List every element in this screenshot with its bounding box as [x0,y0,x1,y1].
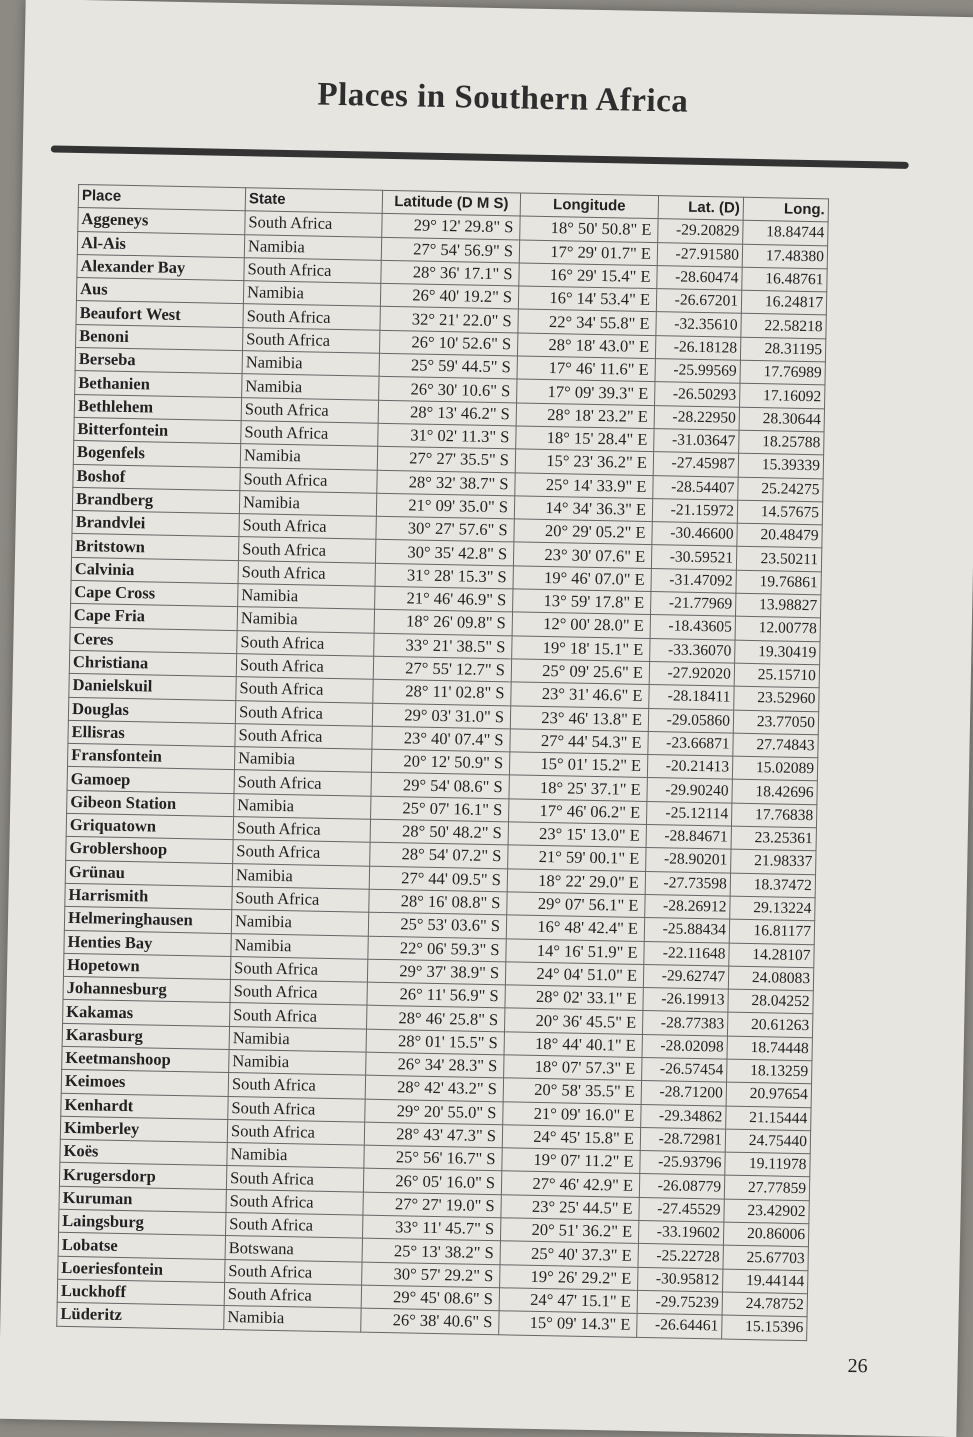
cell-longitude-dms: 19° 18' 15.1" E [512,636,650,662]
cell-state: South Africa [243,304,380,330]
cell-longitude-decimal: 24.78752 [722,1292,807,1317]
cell-latitude-dms: 23° 40' 07.4" S [372,726,510,752]
cell-longitude-dms: 25° 09' 25.6" E [511,659,649,685]
cell-latitude-decimal: -25.93796 [640,1151,725,1176]
cell-latitude-dms: 28° 46' 25.8" S [367,1006,505,1032]
cell-longitude-dms: 24° 47' 15.1" E [499,1288,637,1314]
cell-state: South Africa [226,1213,363,1239]
cell-latitude-decimal: -28.84671 [646,825,731,850]
cell-state: South Africa [228,1096,365,1122]
cell-longitude-decimal: 25.15710 [734,663,819,688]
cell-state: South Africa [233,840,370,866]
cell-place: Harrismith [65,883,232,909]
cell-state: South Africa [238,560,375,586]
cell-longitude-dms: 17° 29' 01.7" E [519,240,657,266]
cell-longitude-decimal: 28.30644 [739,407,824,432]
cell-latitude-dms: 29° 20' 55.0" S [365,1099,503,1125]
cell-state: South Africa [239,514,376,540]
cell-longitude-decimal: 19.30419 [735,640,820,665]
cell-latitude-dms: 27° 27' 19.0" S [363,1192,501,1218]
cell-longitude-dms: 23° 31' 46.6" E [511,682,649,708]
cell-state: Namibia [238,584,375,610]
cell-place: Al-Ais [77,231,244,257]
cell-longitude-dms: 14° 34' 36.3" E [514,496,652,522]
cell-longitude-decimal: 25.24275 [738,477,823,502]
cell-longitude-decimal: 19.76861 [736,570,821,595]
cell-latitude-dms: 18° 26' 09.8" S [374,610,512,636]
cell-longitude-dms: 18° 07' 57.3" E [504,1055,642,1081]
cell-place: Kakamas [63,1000,230,1026]
cell-place: Benoni [76,324,243,350]
cell-longitude-dms: 24° 45' 15.8" E [502,1125,640,1151]
cell-state: South Africa [228,1073,365,1099]
cell-longitude-dms: 16° 29' 15.4" E [519,263,657,289]
cell-latitude-decimal: -29.90240 [647,778,732,803]
cell-longitude-dms: 15° 09' 14.3" E [499,1311,637,1337]
cell-longitude-decimal: 18.42696 [732,780,817,805]
cell-longitude-decimal: 18.37472 [730,873,815,898]
cell-state: South Africa [238,537,375,563]
cell-latitude-decimal: -23.66871 [648,731,733,756]
cell-longitude-decimal: 14.57675 [737,500,822,525]
cell-state: Namibia [229,1026,366,1052]
cell-latitude-dms: 26° 05' 16.0" S [363,1169,501,1195]
cell-place: Lüderitz [57,1303,224,1329]
cell-place: Groblershoop [66,837,233,863]
cell-latitude-decimal: -30.59521 [651,545,736,570]
cell-state: Namibia [231,910,368,936]
cell-state: Namibia [242,374,379,400]
cell-longitude-dms: 18° 15' 28.4" E [516,426,654,452]
cell-longitude-dms: 17° 46' 06.2" E [509,799,647,825]
cell-state: South Africa [226,1189,363,1215]
cell-state: Namibia [229,1050,366,1076]
cell-longitude-decimal: 18.25788 [739,430,824,455]
cell-longitude-dms: 15° 01' 15.2" E [509,752,647,778]
cell-longitude-dms: 16° 48' 42.4" E [506,915,644,941]
cell-latitude-dms: 28° 32' 38.7" S [377,470,515,496]
cell-state: Namibia [232,863,369,889]
cell-latitude-decimal: -28.18411 [649,685,734,710]
cell-latitude-dms: 27° 27' 35.5" S [377,447,515,473]
page-title: Places in Southern Africa [317,76,689,120]
cell-latitude-dms: 33° 11' 45.7" S [362,1215,500,1241]
cell-longitude-decimal: 20.61263 [727,1012,812,1037]
cell-latitude-dms: 28° 36' 17.1" S [381,260,519,286]
cell-latitude-decimal: -28.77383 [642,1011,727,1036]
cell-latitude-decimal: -32.35610 [656,312,741,337]
cell-place: Bethlehem [74,394,241,420]
cell-state: Namibia [237,607,374,633]
cell-longitude-decimal: 20.97654 [726,1082,811,1107]
header-longitude-decimal: Long. [743,197,828,222]
cell-latitude-dms: 29° 37' 38.9" S [367,959,505,985]
cell-longitude-decimal: 19.11978 [725,1152,810,1177]
cell-longitude-decimal: 27.74843 [733,733,818,758]
cell-latitude-decimal: -30.95812 [638,1267,723,1292]
cell-latitude-decimal: -28.71200 [641,1081,726,1106]
cell-latitude-dms: 26° 34' 28.3" S [366,1052,504,1078]
cell-latitude-dms: 25° 07' 16.1" S [371,796,509,822]
cell-place: Kimberley [60,1116,227,1142]
cell-latitude-decimal: -29.05860 [648,708,733,733]
cell-latitude-dms: 26° 30' 10.6" S [379,377,517,403]
cell-longitude-dms: 14° 16' 51.9" E [506,938,644,964]
cell-longitude-decimal: 15.02089 [732,756,817,781]
cell-latitude-decimal: -27.73598 [645,871,730,896]
cell-place: Bethanien [75,371,242,397]
cell-place: Ellisras [68,720,235,746]
cell-place: Bogenfels [73,441,240,467]
cell-longitude-decimal: 29.13224 [730,896,815,921]
cell-longitude-decimal: 22.58218 [741,314,826,339]
cell-longitude-dms: 17° 09' 39.3" E [517,379,655,405]
cell-state: South Africa [236,654,373,680]
cell-place: Koës [60,1139,227,1165]
cell-place: Danielskuil [69,674,236,700]
cell-latitude-dms: 28° 13' 46.2" S [378,400,516,426]
header-state: State [245,188,382,214]
cell-latitude-dms: 28° 01' 15.5" S [366,1029,504,1055]
cell-longitude-decimal: 25.67703 [723,1245,808,1270]
cell-latitude-decimal: -21.15972 [652,498,737,523]
cell-latitude-decimal: -22.11648 [644,941,729,966]
cell-state: Namibia [244,234,381,260]
cell-longitude-dms: 18° 22' 29.0" E [507,868,645,894]
cell-latitude-decimal: -25.88434 [644,918,729,943]
cell-longitude-decimal: 12.00778 [735,617,820,642]
cell-longitude-dms: 29° 07' 56.1" E [507,892,645,918]
cell-state: South Africa [233,817,370,843]
cell-state: South Africa [240,467,377,493]
cell-latitude-dms: 30° 57' 29.2" S [362,1262,500,1288]
cell-latitude-dms: 27° 55' 12.7" S [373,656,511,682]
cell-longitude-decimal: 17.76989 [740,360,825,385]
cell-state: Namibia [231,933,368,959]
cell-longitude-decimal: 17.76838 [731,803,816,828]
cell-latitude-dms: 25° 56' 16.7" S [364,1145,502,1171]
cell-longitude-decimal: 15.39339 [738,453,823,478]
cell-latitude-decimal: -28.02098 [642,1034,727,1059]
cell-place: Johannesburg [63,976,230,1002]
cell-latitude-dms: 20° 12' 50.9" S [371,749,509,775]
cell-longitude-decimal: 16.48761 [742,267,827,292]
cell-latitude-decimal: -29.75239 [637,1290,722,1315]
cell-place: Griquatown [66,813,233,839]
cell-longitude-dms: 24° 04' 51.0" E [505,962,643,988]
cell-place: Ceres [70,627,237,653]
cell-place: Henties Bay [64,930,231,956]
cell-place: Berseba [75,348,242,374]
cell-latitude-decimal: -29.62747 [643,964,728,989]
cell-place: Cape Fria [70,604,237,630]
cell-longitude-decimal: 21.98337 [731,849,816,874]
cell-longitude-dms: 21° 09' 16.0" E [503,1101,641,1127]
cell-longitude-decimal: 24.08083 [728,966,813,991]
cell-longitude-dms: 17° 46' 11.6" E [517,356,655,382]
cell-latitude-dms: 31° 28' 15.3" S [375,563,513,589]
cell-state: South Africa [230,956,367,982]
cell-latitude-dms: 33° 21' 38.5" S [374,633,512,659]
cell-latitude-dms: 21° 46' 46.9" S [375,586,513,612]
cell-place: Bitterfontein [74,417,241,443]
cell-longitude-decimal: 16.24817 [741,290,826,315]
cell-latitude-dms: 30° 27' 57.6" S [376,516,514,542]
cell-latitude-decimal: -25.22728 [638,1244,723,1269]
cell-place: Grünau [65,860,232,886]
cell-longitude-decimal: 20.48479 [737,523,822,548]
cell-place: Gamoep [67,767,234,793]
table-body [57,208,828,1340]
cell-latitude-dms: 28° 16' 08.8" S [369,889,507,915]
cell-place: Fransfontein [67,744,234,770]
cell-place: Gibeon Station [67,790,234,816]
cell-longitude-decimal: 23.50211 [736,547,821,572]
cell-state: South Africa [224,1282,361,1308]
cell-latitude-decimal: -26.64461 [637,1314,722,1339]
cell-latitude-dms: 28° 11' 02.8" S [373,679,511,705]
cell-place: Cape Cross [71,580,238,606]
cell-latitude-decimal: -26.19913 [643,988,728,1013]
cell-state: South Africa [244,258,381,284]
cell-latitude-decimal: -27.92020 [649,661,734,686]
cell-state: South Africa [245,211,382,237]
cell-state: Namibia [239,490,376,516]
cell-longitude-dms: 28° 18' 23.2" E [516,403,654,429]
cell-longitude-dms: 23° 15' 13.0" E [508,822,646,848]
cell-state: Namibia [224,1306,361,1332]
cell-longitude-dms: 23° 46' 13.8" E [510,705,648,731]
cell-latitude-dms: 31° 02' 11.3" S [378,423,516,449]
cell-longitude-decimal: 20.86006 [723,1222,808,1247]
cell-state: Namibia [234,793,371,819]
cell-longitude-decimal: 23.52960 [734,686,819,711]
cell-state: South Africa [234,770,371,796]
cell-place: Kuruman [59,1186,226,1212]
cell-latitude-decimal: -27.91580 [657,242,742,267]
cell-place: Calvinia [71,557,238,583]
cell-longitude-dms: 23° 25' 44.5" E [501,1195,639,1221]
cell-longitude-decimal: 27.77859 [724,1176,809,1201]
cell-latitude-decimal: -27.45987 [653,452,738,477]
cell-longitude-dms: 19° 26' 29.2" E [500,1264,638,1290]
cell-state: South Africa [241,421,378,447]
cell-longitude-decimal: 18.84744 [743,221,828,246]
cell-place: Hopetown [63,953,230,979]
cell-latitude-dms: 25° 53' 03.6" S [368,912,506,938]
cell-latitude-decimal: -26.57454 [642,1057,727,1082]
cell-longitude-dms: 16° 14' 53.4" E [518,286,656,312]
cell-latitude-decimal: -26.08779 [639,1174,724,1199]
cell-latitude-decimal: -25.99569 [655,359,740,384]
cell-longitude-dms: 18° 50' 50.8" E [520,216,658,242]
cell-state: South Africa [230,980,367,1006]
cell-place: Laingsburg [59,1209,226,1235]
cell-place: Douglas [68,697,235,723]
cell-state: South Africa [226,1166,363,1192]
cell-longitude-decimal: 19.44144 [723,1269,808,1294]
cell-place: Helmeringhausen [64,907,231,933]
cell-latitude-decimal: -18.43605 [650,615,735,640]
cell-latitude-dms: 26° 40' 19.2" S [380,283,518,309]
cell-longitude-dms: 20° 58' 35.5" E [503,1078,641,1104]
cell-longitude-decimal: 23.77050 [733,710,818,735]
cell-state: South Africa [230,1003,367,1029]
cell-latitude-decimal: -26.67201 [656,289,741,314]
cell-place: Christiana [69,650,236,676]
cell-latitude-decimal: -28.60474 [657,265,742,290]
cell-latitude-decimal: -28.26912 [645,894,730,919]
cell-longitude-decimal: 14.28107 [729,943,814,968]
cell-longitude-dms: 25° 40' 37.3" E [500,1241,638,1267]
cell-longitude-decimal: 15.15396 [722,1315,807,1340]
cell-state: South Africa [235,723,372,749]
cell-longitude-decimal: 18.13259 [727,1059,812,1084]
header-latitude-dms: Latitude (D M S) [382,190,520,216]
cell-state: Namibia [227,1143,364,1169]
cell-longitude-decimal: 16.81177 [729,919,814,944]
cell-latitude-decimal: -25.12114 [646,801,731,826]
cell-latitude-decimal: -27.45529 [639,1197,724,1222]
cell-longitude-dms: 20° 51' 36.2" E [500,1218,638,1244]
cell-latitude-decimal: -28.72981 [640,1127,725,1152]
cell-place: Brandvlei [72,511,239,537]
header-place: Place [78,184,245,210]
cell-latitude-decimal: -33.19602 [638,1220,723,1245]
cell-latitude-dms: 28° 50' 48.2" S [370,819,508,845]
cell-longitude-decimal: 23.25361 [731,826,816,851]
cell-longitude-dms: 21° 59' 00.1" E [508,845,646,871]
cell-longitude-decimal: 17.16092 [740,384,825,409]
cell-place: Lobatse [58,1233,225,1259]
cell-place: Britstown [72,534,239,560]
cell-longitude-dms: 22° 34' 55.8" E [518,309,656,335]
cell-longitude-dms: 28° 02' 33.1" E [505,985,643,1011]
cell-state: South Africa [243,327,380,353]
cell-latitude-dms: 22° 06' 59.3" S [368,936,506,962]
cell-longitude-dms: 13° 59' 17.8" E [513,589,651,615]
cell-place: Krugersdorp [59,1163,226,1189]
cell-longitude-dms: 19° 46' 07.0" E [513,566,651,592]
cell-latitude-decimal: -28.22950 [654,405,739,430]
cell-longitude-dms: 15° 23' 36.2" E [515,449,653,475]
cell-place: Keimoes [61,1070,228,1096]
cell-longitude-decimal: 24.75440 [725,1129,810,1154]
cell-latitude-decimal: -29.34862 [641,1104,726,1129]
cell-longitude-decimal: 23.42902 [724,1199,809,1224]
cell-longitude-decimal: 17.48380 [742,244,827,269]
cell-latitude-dms: 25° 13' 38.2" S [362,1238,500,1264]
cell-latitude-dms: 27° 54' 56.9" S [381,237,519,263]
cell-latitude-dms: 29° 54' 08.6" S [371,773,509,799]
cell-latitude-decimal: -26.18128 [655,335,740,360]
cell-latitude-decimal: -29.20829 [658,219,743,244]
cell-longitude-dms: 12° 00' 28.0" E [512,612,650,638]
cell-latitude-dms: 28° 42' 43.2" S [365,1075,503,1101]
cell-state: Namibia [243,281,380,307]
cell-latitude-dms: 26° 10' 52.6" S [379,330,517,356]
cell-longitude-dms: 27° 46' 42.9" E [501,1171,639,1197]
places-table [56,184,829,1341]
cell-latitude-decimal: -26.50293 [655,382,740,407]
cell-latitude-decimal: -28.54407 [653,475,738,500]
cell-longitude-dms: 18° 25' 37.1" E [509,775,647,801]
cell-place: Luckhoff [57,1279,224,1305]
cell-place: Aggeneys [78,208,245,234]
cell-latitude-decimal: -30.46600 [652,522,737,547]
cell-latitude-dms: 28° 43' 47.3" S [364,1122,502,1148]
header-latitude-decimal: Lat. (D) [658,196,743,221]
cell-state: Namibia [242,351,379,377]
title-rule [51,145,909,168]
cell-state: South Africa [235,700,372,726]
cell-place: Karasburg [62,1023,229,1049]
cell-longitude-dms: 20° 36' 45.5" E [504,1008,642,1034]
cell-longitude-dms: 23° 30' 07.6" E [513,542,651,568]
cell-latitude-dms: 26° 38' 40.6" S [361,1308,499,1334]
cell-state: South Africa [236,677,373,703]
cell-latitude-decimal: -20.21413 [647,755,732,780]
cell-longitude-dms: 27° 44' 54.3" E [510,729,648,755]
cell-place: Aus [76,278,243,304]
cell-place: Alexander Bay [77,254,244,280]
cell-latitude-dms: 21° 09' 35.0" S [376,493,514,519]
cell-place: Keetmanshoop [62,1046,229,1072]
cell-latitude-dms: 26° 11' 56.9" S [367,982,505,1008]
cell-longitude-dms: 25° 14' 33.9" E [515,472,653,498]
cell-latitude-dms: 28° 54' 07.2" S [370,843,508,869]
cell-longitude-dms: 20° 29' 05.2" E [514,519,652,545]
cell-latitude-dms: 30° 35' 42.8" S [375,540,513,566]
cell-place: Boshof [73,464,240,490]
cell-place: Brandberg [72,487,239,513]
header-longitude-dms: Longitude [520,193,658,219]
cell-state: South Africa [225,1259,362,1285]
cell-place: Loeriesfontein [58,1256,225,1282]
cell-longitude-decimal: 28.04252 [728,989,813,1014]
cell-state: Namibia [240,444,377,470]
cell-place: Beaufort West [76,301,243,327]
cell-latitude-decimal: -33.36070 [650,638,735,663]
cell-longitude-dms: 28° 18' 43.0" E [517,333,655,359]
cell-latitude-dms: 25° 59' 44.5" S [379,353,517,379]
cell-state: Botswana [225,1236,362,1262]
cell-place: Kenhardt [61,1093,228,1119]
cell-longitude-decimal: 18.74448 [727,1036,812,1061]
cell-longitude-dms: 19° 07' 11.2" E [502,1148,640,1174]
cell-longitude-decimal: 28.31195 [740,337,825,362]
cell-state: South Africa [237,630,374,656]
cell-latitude-decimal: -28.90201 [646,848,731,873]
cell-state: South Africa [227,1119,364,1145]
cell-state: Namibia [234,747,371,773]
cell-latitude-decimal: -31.47092 [651,568,736,593]
cell-state: South Africa [241,397,378,423]
page-number: 26 [847,1354,868,1378]
cell-latitude-decimal: -31.03647 [654,429,739,454]
cell-longitude-decimal: 13.98827 [735,593,820,618]
cell-latitude-dms: 29° 45' 08.6" S [361,1285,499,1311]
cell-longitude-decimal: 21.15444 [726,1106,811,1131]
cell-latitude-dms: 29° 12' 29.8" S [382,214,520,240]
cell-latitude-dms: 27° 44' 09.5" S [369,866,507,892]
cell-latitude-dms: 29° 03' 31.0" S [372,703,510,729]
cell-longitude-dms: 18° 44' 40.1" E [504,1032,642,1058]
cell-state: South Africa [232,886,369,912]
cell-latitude-dms: 32° 21' 22.0" S [380,307,518,333]
cell-latitude-decimal: -21.77969 [651,592,736,617]
